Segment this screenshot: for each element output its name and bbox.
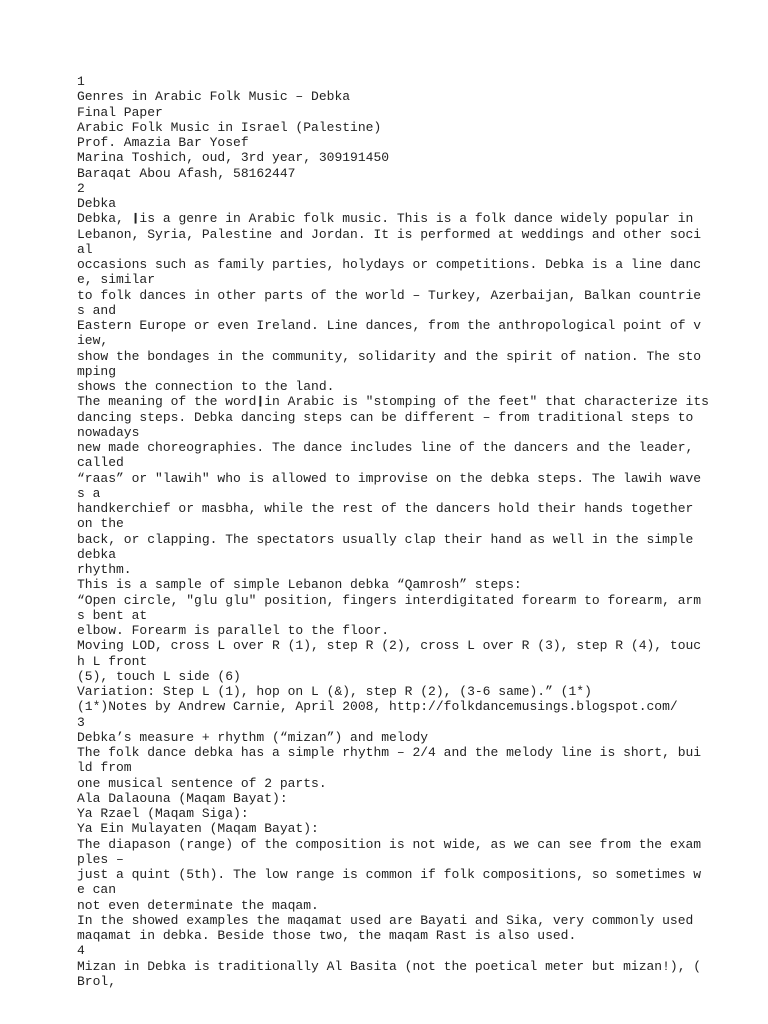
text-line: Genres in Arabic Folk Music – Debka bbox=[77, 89, 351, 105]
text-line: In the showed examples the maqamat used are Bayati and Sika, very commonly used bbox=[77, 912, 694, 928]
text-line: handkerchief or masbha, while the rest of the dancers hold their hands together bbox=[77, 501, 694, 516]
text-line: ples – bbox=[77, 851, 124, 867]
text-line: not even determinate the maqam. bbox=[77, 897, 319, 913]
text-line: Marina Toshich, oud, 3rd year, 309191450 bbox=[77, 150, 390, 166]
text-line: debka bbox=[77, 546, 117, 562]
text-line: e can bbox=[77, 882, 117, 898]
text-line: rhythm. bbox=[77, 562, 132, 577]
text-line: just a quint (5th). The low range is common if folk compositions, so sometimes w bbox=[77, 867, 702, 882]
document-text bbox=[77, 74, 757, 989]
text-line: (5), touch L side (6) bbox=[77, 668, 241, 684]
text-line: Prof. Amazia Bar Yosef bbox=[77, 135, 249, 150]
text-line: Debka, ❙is a genre in Arabic folk music. This is a folk dance widely popular in bbox=[77, 211, 694, 227]
text-line: show the bondages in the community, solidarity and the spirit of nation. The sto bbox=[77, 348, 702, 364]
text-line: Variation: Step L (1), hop on L (&), step R (2), (3-6 same).” (1*) bbox=[77, 684, 592, 699]
text-line: ld from bbox=[77, 760, 132, 776]
text-line: maqamat in debka. Beside those two, the maqam Rast is also used. bbox=[77, 928, 577, 943]
text-line: iew, bbox=[77, 333, 109, 349]
text-line: h L front bbox=[77, 653, 148, 669]
text-line: Final Paper bbox=[77, 104, 163, 120]
text-line: s bent at bbox=[77, 607, 148, 623]
text-line: Eastern Europe or even Ireland. Line dances, from the anthropological point of v bbox=[77, 318, 702, 333]
text-line: one musical sentence of 2 parts. bbox=[77, 775, 327, 791]
text-line: elbow. Forearm is parallel to the floor. bbox=[77, 623, 390, 638]
text-line: dancing steps. Debka dancing steps can be different – from traditional steps to bbox=[77, 409, 694, 425]
text-line: occasions such as family parties, holydays or competitions. Debka is a line danc bbox=[77, 257, 702, 272]
text-line: 1 bbox=[77, 74, 85, 89]
text-line: Mizan in Debka is traditionally Al Basita (not the poetical meter but mizan!), ( bbox=[77, 958, 702, 974]
text-line: mping bbox=[77, 363, 117, 379]
text-line: 3 bbox=[77, 714, 85, 730]
text-line: Debka’s measure + rhythm (“mizan”) and melody bbox=[77, 729, 429, 745]
text-line: “raas” or "lawih" who is allowed to improvise on the debka steps. The lawih wave bbox=[77, 470, 702, 486]
text-line: 4 bbox=[77, 943, 85, 959]
text-line: The folk dance debka has a simple rhythm – 2/4 and the melody line is short, bui bbox=[77, 745, 702, 760]
text-line: called bbox=[77, 455, 124, 471]
text-line: on the bbox=[77, 516, 124, 532]
text-line: Ala Dalaouna (Maqam Bayat): bbox=[77, 790, 288, 806]
text-line: Ya Rzael (Maqam Siga): bbox=[77, 806, 249, 821]
text-line: to folk dances in other parts of the world – Turkey, Azerbaijan, Balkan countrie bbox=[77, 287, 702, 303]
text-line: nowadays bbox=[77, 424, 140, 440]
text-line: The meaning of the word❙in Arabic is "stomping of the feet" that characterize its bbox=[77, 394, 709, 410]
text-line: This is a sample of simple Lebanon debka “Qamrosh” steps: bbox=[77, 577, 522, 593]
text-line: Arabic Folk Music in Israel (Palestine) bbox=[77, 119, 382, 135]
text-line: The diapason (range) of the composition is not wide, as we can see from the exam bbox=[77, 836, 702, 852]
text-line: 2 bbox=[77, 180, 85, 196]
text-line: Debka bbox=[77, 196, 117, 211]
text-line: back, or clapping. The spectators usually clap their hand as well in the simple bbox=[77, 531, 694, 547]
text-line: Baraqat Abou Afash, 58162447 bbox=[77, 165, 296, 181]
text-line: shows the connection to the land. bbox=[77, 379, 335, 394]
text-line: al bbox=[77, 241, 93, 257]
text-line: (1*)Notes by Andrew Carnie, April 2008, http://folkdancemusings.blogspot.com/ bbox=[77, 699, 678, 715]
text-line: e, similar bbox=[77, 272, 156, 288]
text-line: Lebanon, Syria, Palestine and Jordan. It is performed at weddings and other soci bbox=[77, 226, 702, 242]
text-line: Ya Ein Mulayaten (Maqam Bayat): bbox=[77, 821, 319, 837]
text-line: s a bbox=[77, 485, 101, 501]
text-line: s and bbox=[77, 302, 117, 318]
text-line: Brol, bbox=[77, 973, 117, 989]
text-line: new made choreographies. The dance includes line of the dancers and the leader, bbox=[77, 440, 694, 455]
text-line: Moving LOD, cross L over R (1), step R (2), cross L over R (3), step R (4), touc bbox=[77, 638, 702, 654]
text-line: “Open circle, "glu glu" position, fingers interdigitated forearm to forearm, arm bbox=[77, 592, 702, 608]
